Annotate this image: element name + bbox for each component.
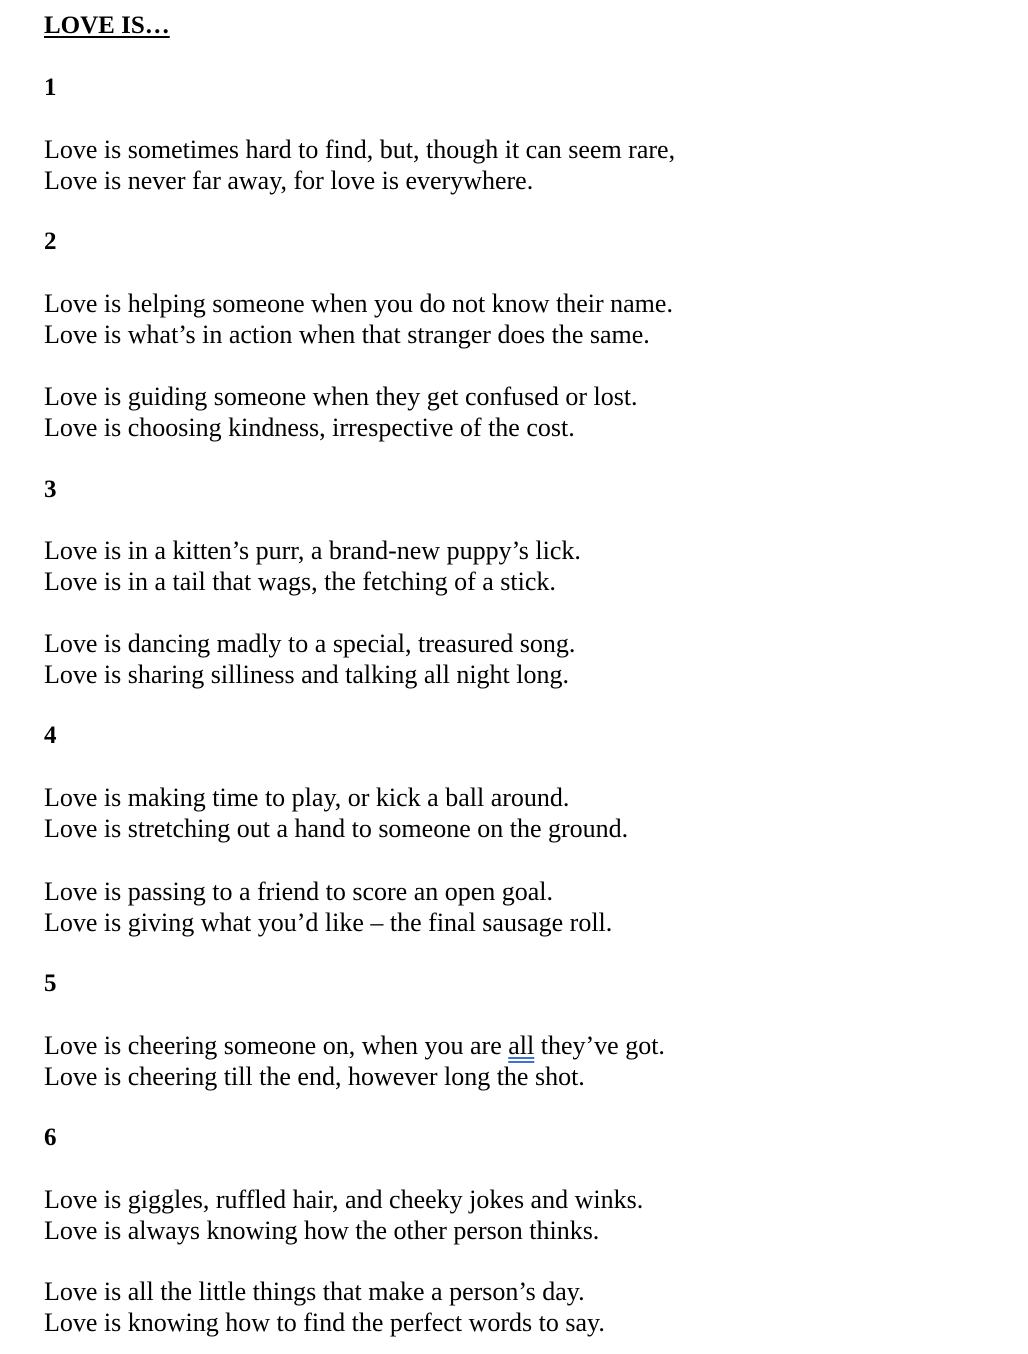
verse-line: Love is all the little things that make a person’s day.	[44, 1277, 585, 1306]
verse-line: Love is cheering till the end, however long the shot.	[44, 1062, 585, 1091]
section-number-5: 5	[44, 970, 57, 997]
verse-line: Love is stretching out a hand to someone on the ground.	[44, 814, 629, 843]
poem-title: LOVE IS…	[44, 12, 170, 39]
stanza-2-1	[44, 288, 673, 350]
verse-line: Love is making time to play, or kick a ball around.	[44, 783, 570, 812]
stanza-4-1	[44, 782, 628, 844]
section-number-1: 1	[44, 74, 57, 101]
verse-line: Love is sharing silliness and talking all night long.	[44, 660, 570, 689]
verse-line: Love is helping someone when you do not know their name.	[44, 289, 673, 318]
stanza-4-2	[44, 876, 612, 938]
verse-line: Love is always knowing how the other person thinks.	[44, 1216, 600, 1245]
stanza-2-2	[44, 381, 638, 443]
verse-text: Love is cheering someone on, when you are	[44, 1031, 509, 1060]
verse-line: Love is what’s in action when that stranger does the same.	[44, 320, 650, 349]
verse-line: Love is sometimes hard to find, but, though it can seem rare,	[44, 135, 676, 164]
verse-line	[44, 1030, 665, 1061]
stanza-6-2	[44, 1276, 605, 1338]
verse-line: Love is giggles, ruffled hair, and cheeky jokes and winks.	[44, 1185, 644, 1214]
verse-line: Love is in a kitten’s purr, a brand-new puppy’s lick.	[44, 536, 581, 565]
verse-line: Love is choosing kindness, irrespective of the cost.	[44, 413, 575, 442]
verse-text: they’ve got.	[534, 1031, 665, 1060]
verse-line: Love is never far away, for love is everywhere.	[44, 166, 534, 195]
spellcheck-underlined-word[interactable]: all	[508, 1031, 535, 1060]
section-number-4: 4	[44, 722, 57, 749]
verse-line: Love is guiding someone when they get confused or lost.	[44, 382, 638, 411]
stanza-6-1	[44, 1184, 643, 1246]
stanza-1-1	[44, 134, 675, 196]
section-number-3: 3	[44, 476, 57, 503]
verse-line: Love is in a tail that wags, the fetching of a stick.	[44, 567, 556, 596]
verse-line: Love is knowing how to find the perfect words to say.	[44, 1308, 605, 1337]
verse-line: Love is passing to a friend to score an open goal.	[44, 877, 554, 906]
stanza-3-1	[44, 535, 581, 597]
stanza-3-2	[44, 628, 575, 690]
stanza-5-1	[44, 1030, 665, 1092]
section-number-2: 2	[44, 228, 57, 255]
section-number-6: 6	[44, 1124, 57, 1151]
verse-line: Love is dancing madly to a special, treasured song.	[44, 629, 576, 658]
verse-line: Love is giving what you’d like – the final sausage roll.	[44, 908, 613, 937]
